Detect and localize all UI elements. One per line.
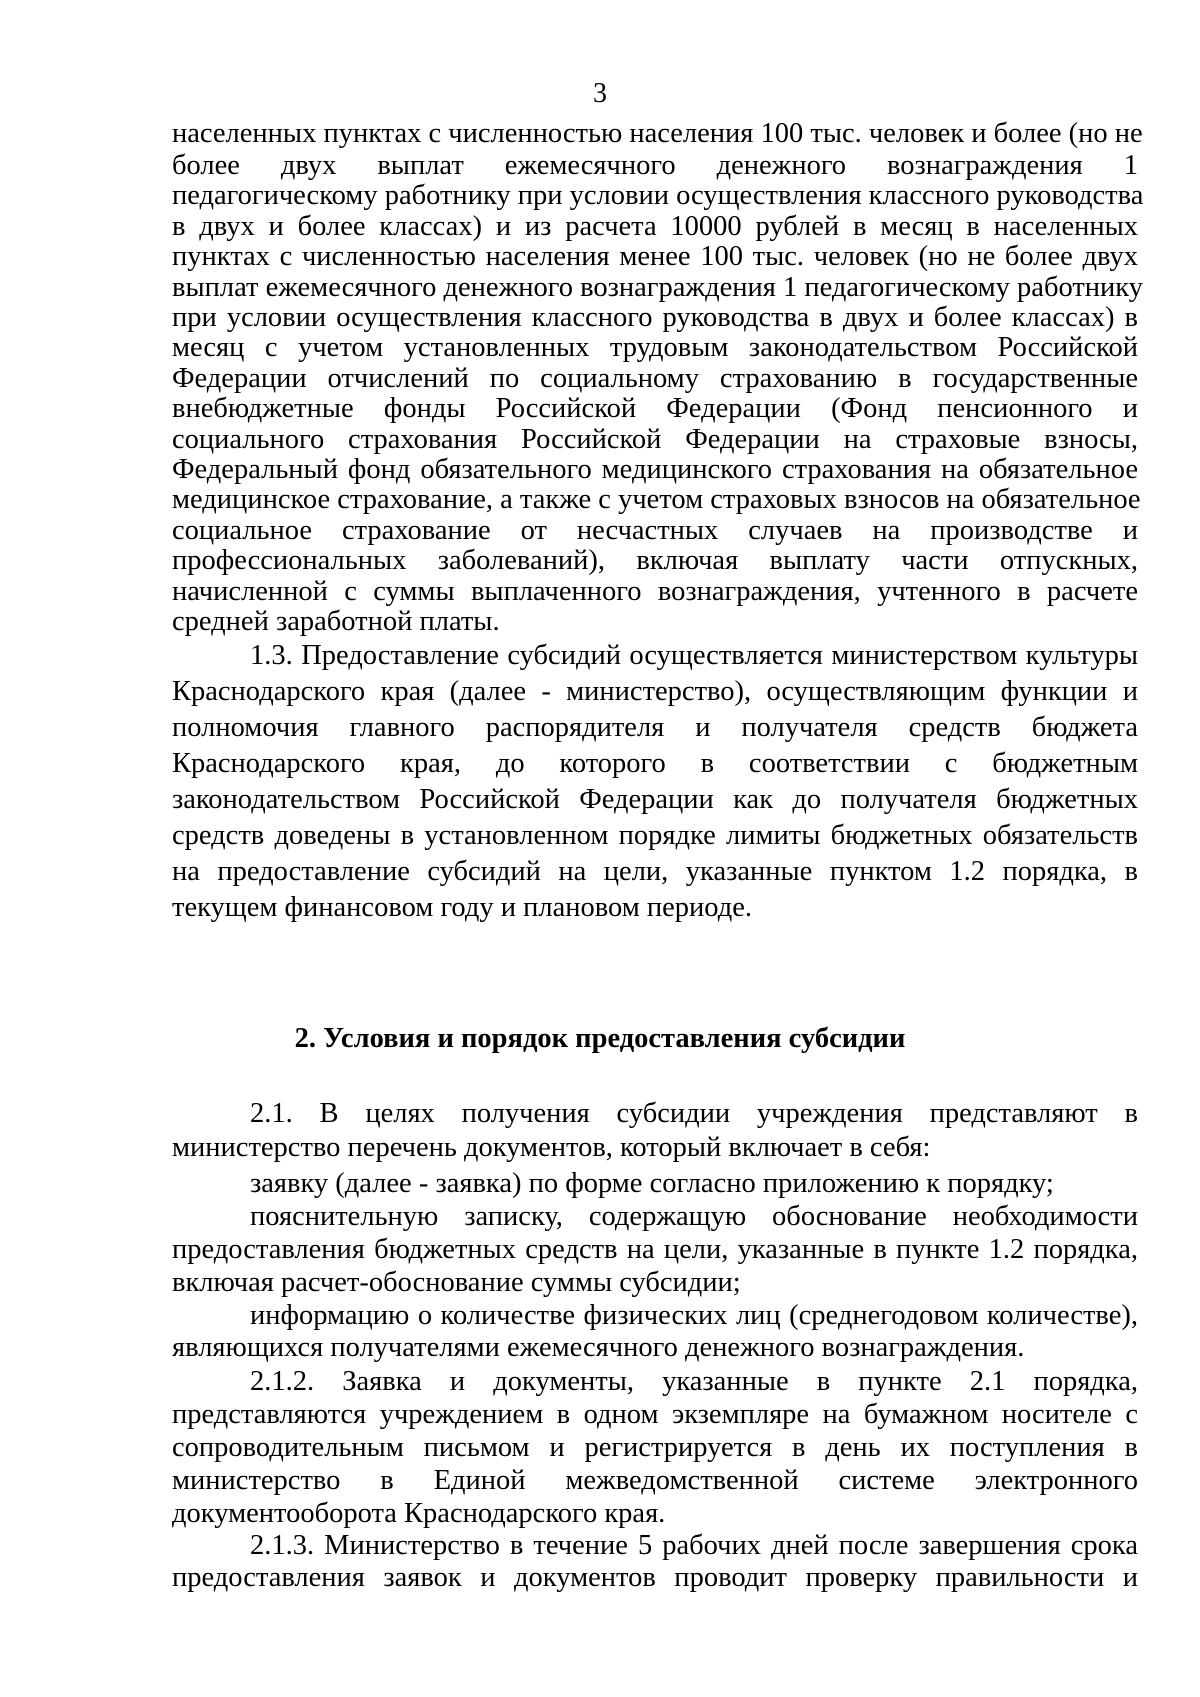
section2-line: предоставления заявок и документов проводит проверку правильности и [172, 1562, 1138, 1593]
text-line: социального страхования Российской Федерации на страховые взносы, [172, 424, 1138, 455]
text-line: внебюджетные фонды Российской Федерации (Фонд пенсионного и [172, 393, 1138, 424]
section2-line: 2.1. В целях получения субсидии учреждения представляют в [250, 1098, 1138, 1129]
text-line: медицинское страхование, а также с учетом страховых взносов на обязательное [172, 484, 1141, 515]
text-line: населенных пунктах с численностью населения 100 тыс. человек и более (но не [172, 118, 1143, 149]
text-line: Федеральный фонд обязательного медицинского страхования на обязательное [172, 454, 1138, 485]
paragraph-1-3-line: текущем финансовом году и плановом периоде. [172, 892, 752, 923]
section2-line: пояснительную записку, содержащую обоснование необходимости [250, 1201, 1138, 1232]
text-line: выплат ежемесячного денежного вознаграждения 1 педагогическому работнику [172, 272, 1143, 303]
paragraph-1-3-line: полномочия главного распорядителя и получателя средств бюджета [172, 712, 1138, 743]
text-line: начисленной с суммы выплаченного вознаграждения, учтенного в расчете [172, 576, 1138, 607]
paragraph-1-3-line: Краснодарского края (далее - министерство), осуществляющим функции и [172, 676, 1138, 707]
section2-line: сопроводительным письмом и регистрируется в день их поступления в [172, 1432, 1138, 1463]
section2-line: 2.1.3. Министерство в течение 5 рабочих дней после завершения срока [250, 1530, 1138, 1561]
text-line: месяц с учетом установленных трудовым законодательством Российской [172, 332, 1138, 363]
section2-line: представляются учреждением в одном экземпляре на бумажном носителе с [172, 1399, 1138, 1430]
section2-line: предоставления бюджетных средств на цели, указанные в пункте 1.2 порядка, [172, 1234, 1138, 1265]
paragraph-1-3-line: законодательством Российской Федерации как до получателя бюджетных [172, 784, 1138, 815]
paragraph-1-3-line: средств доведены в установленном порядке лимиты бюджетных обязательств [172, 820, 1138, 851]
page-number: 3 [593, 78, 607, 109]
text-line: социальное страхование от несчастных случаев на производстве и [172, 515, 1138, 546]
paragraph-1-3-line: на предоставление субсидий на цели, указанные пунктом 1.2 порядка, в [172, 856, 1138, 887]
paragraph-1-3-line: Краснодарского края, до которого в соответствии с бюджетным [172, 748, 1138, 779]
section-heading: 2. Условия и порядок предоставления субсидии [294, 1023, 906, 1054]
text-line: более двух выплат ежемесячного денежного вознаграждения 1 [172, 150, 1138, 181]
text-line: в двух и более классах) и из расчета 10000 рублей в месяц в населенных [172, 211, 1138, 242]
text-line: пунктах с численностью населения менее 100 тыс. человек (но не более двух [172, 241, 1138, 272]
text-line: Федерации отчислений по социальному страхованию в государственные [172, 363, 1138, 394]
section2-line: информацию о количестве физических лиц (среднегодовом количестве), [250, 1300, 1138, 1331]
text-line: педагогическому работнику при условии осуществления классного руководства [172, 180, 1144, 211]
section2-line: министерство в Единой межведомственной системе электронного [172, 1465, 1138, 1496]
section2-line: 2.1.2. Заявка и документы, указанные в пункте 2.1 порядка, [250, 1366, 1138, 1397]
section2-line: заявку (далее - заявка) по форме согласно приложению к порядку; [250, 1168, 1054, 1199]
section2-line: включая расчет-обоснование суммы субсидии; [172, 1267, 741, 1298]
paragraph-1-3-line: 1.3. Предоставление субсидий осуществляется министерством культуры [250, 640, 1138, 671]
text-line: профессиональных заболеваний), включая выплату части отпускных, [172, 545, 1138, 576]
section2-line: министерство перечень документов, который включает в себя: [172, 1132, 931, 1163]
section2-line: являющихся получателями ежемесячного денежного вознаграждения. [172, 1332, 1025, 1363]
text-line: при условии осуществления классного руководства в двух и более классах) в [172, 302, 1138, 333]
section2-line: документооборота Краснодарского края. [172, 1498, 666, 1529]
text-line: средней заработной платы. [172, 606, 500, 637]
